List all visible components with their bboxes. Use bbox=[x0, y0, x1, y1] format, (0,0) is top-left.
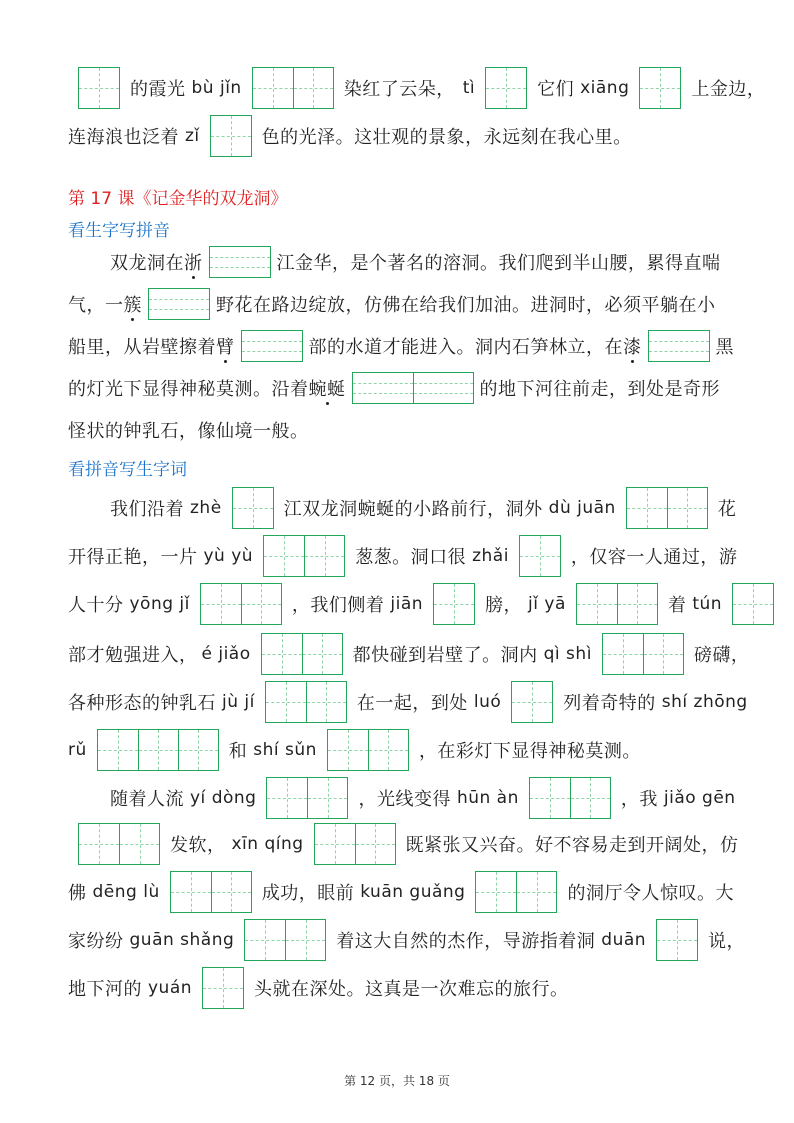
text: 花 bbox=[717, 499, 737, 520]
target-char: 漆 bbox=[623, 333, 642, 359]
char-box[interactable] bbox=[602, 633, 684, 675]
pinyin: duān bbox=[601, 930, 647, 950]
char-box[interactable] bbox=[519, 535, 561, 577]
s2-line-6 bbox=[68, 728, 641, 772]
pinyin: xiāng bbox=[580, 78, 630, 98]
s2-line-5 bbox=[68, 680, 748, 724]
text: 色的光泽。这壮观的景象，永远刻在我心里。 bbox=[261, 127, 632, 148]
char-box[interactable] bbox=[511, 681, 553, 723]
char-box[interactable] bbox=[656, 919, 698, 961]
text: 的洞厅令人惊叹。大 bbox=[567, 883, 734, 904]
char-box[interactable] bbox=[261, 633, 343, 675]
pinyin: yí dòng bbox=[190, 788, 257, 808]
char-box[interactable] bbox=[266, 777, 348, 819]
pinyin: xīn qíng bbox=[231, 834, 304, 854]
pinyin-box[interactable] bbox=[648, 330, 710, 362]
text: 各种形态的钟乳石 bbox=[68, 693, 216, 714]
char-box[interactable] bbox=[97, 729, 219, 771]
text: ，仅容一人通过，游 bbox=[570, 547, 738, 568]
text: 葱葱。洞口很 bbox=[355, 547, 467, 568]
pinyin: jù jí bbox=[222, 692, 255, 712]
text: 膀， bbox=[485, 595, 523, 616]
pinyin: yōng jǐ bbox=[129, 594, 190, 614]
text: 它们 bbox=[537, 79, 575, 100]
pinyin: shí zhōng bbox=[661, 692, 748, 712]
target-char: 臂 bbox=[216, 333, 235, 359]
text: 随着人流 bbox=[110, 789, 184, 810]
char-box[interactable] bbox=[433, 583, 475, 625]
pinyin: jiān bbox=[390, 594, 424, 614]
s2-line-3 bbox=[68, 582, 774, 626]
pinyin: tún bbox=[692, 594, 723, 614]
s2-line-1 bbox=[110, 486, 736, 530]
pinyin: yuán bbox=[148, 978, 193, 998]
pinyin: jǐ yā bbox=[528, 594, 566, 614]
char-box[interactable] bbox=[529, 777, 611, 819]
text: 成功，眼前 bbox=[261, 883, 355, 904]
s2-line-11 bbox=[68, 966, 569, 1010]
target-char: 浙 bbox=[184, 249, 203, 275]
text: 着这大自然的杰作，导游指着洞 bbox=[336, 931, 596, 952]
pinyin: zhǎi bbox=[472, 546, 509, 566]
text: 江金华，是个著名的溶洞。我们爬到半山腰，累得直喘 bbox=[276, 253, 721, 274]
pinyin: dēng lù bbox=[92, 882, 160, 902]
lesson-title: 第 17 课《记金华的双龙洞》 bbox=[68, 189, 288, 209]
s2-line-4 bbox=[68, 632, 749, 676]
s2-line-2 bbox=[68, 534, 737, 578]
pinyin: kuān guǎng bbox=[360, 882, 466, 902]
text: 黑 bbox=[715, 337, 734, 358]
text: 的灯光下显得神秘莫测。沿着 bbox=[68, 379, 309, 400]
target-char: 蜿蜒 bbox=[309, 375, 346, 401]
pinyin: zhè bbox=[190, 498, 222, 518]
top-line-2 bbox=[68, 114, 632, 158]
section-heading-1: 看生字写拼音 bbox=[68, 221, 170, 241]
text: 江双龙洞蜿蜒的小路前行，洞外 bbox=[283, 499, 543, 520]
text: 怪状的钟乳石，像仙境一般。 bbox=[68, 421, 309, 442]
text: 开得正艳，一片 bbox=[68, 547, 198, 568]
pinyin: bù jǐn bbox=[191, 78, 242, 98]
text: 部的水道才能进入。洞内石笋林立，在 bbox=[308, 337, 623, 358]
text: 在一起，到处 bbox=[356, 693, 468, 714]
page-footer: 第 12 页，共 18 页 bbox=[344, 1074, 450, 1088]
s2-line-10 bbox=[68, 918, 745, 962]
text: 着 bbox=[667, 595, 687, 616]
pinyin-box[interactable] bbox=[352, 372, 474, 404]
char-box[interactable] bbox=[314, 823, 396, 865]
text: 头就在深处。这真是一次难忘的旅行。 bbox=[254, 979, 569, 1000]
text: 说， bbox=[708, 931, 746, 952]
char-box[interactable] bbox=[78, 67, 120, 109]
text: ，我们侧着 bbox=[291, 595, 385, 616]
top-line-1 bbox=[68, 66, 765, 110]
text: 佛 bbox=[68, 883, 87, 904]
char-box[interactable] bbox=[626, 487, 708, 529]
target-char: 簇 bbox=[124, 291, 143, 317]
text: 人十分 bbox=[68, 595, 124, 616]
char-box[interactable] bbox=[78, 823, 160, 865]
pinyin: shí sǔn bbox=[253, 740, 317, 760]
text: 磅礴， bbox=[693, 645, 750, 666]
pinyin: luó bbox=[473, 692, 502, 712]
text: 野花在路边绽放，仿佛在给我们加油。进洞时，必须平躺在小 bbox=[216, 295, 716, 316]
pinyin: tì bbox=[462, 78, 476, 98]
pinyin: qì shì bbox=[543, 644, 592, 664]
pinyin: yù yù bbox=[203, 546, 254, 566]
text: 既紧张又兴奋。好不容易走到开阔处，仿 bbox=[405, 835, 739, 856]
pinyin-box[interactable] bbox=[241, 330, 303, 362]
char-box[interactable] bbox=[244, 919, 326, 961]
pinyin-box[interactable] bbox=[209, 246, 271, 278]
text: 染红了云朵， bbox=[343, 79, 455, 100]
char-box[interactable] bbox=[475, 871, 557, 913]
char-box[interactable] bbox=[265, 681, 347, 723]
text: 地下河的 bbox=[68, 979, 142, 1000]
char-box[interactable] bbox=[170, 871, 252, 913]
pinyin: hūn àn bbox=[456, 788, 519, 808]
char-box[interactable] bbox=[732, 583, 774, 625]
char-box[interactable] bbox=[327, 729, 409, 771]
char-box[interactable] bbox=[639, 67, 681, 109]
char-box[interactable] bbox=[252, 67, 334, 109]
pinyin: é jiǎo bbox=[201, 644, 251, 664]
text: 我们沿着 bbox=[110, 499, 184, 520]
s2-line-9 bbox=[68, 870, 734, 914]
pinyin: dù juān bbox=[548, 498, 616, 518]
s2-line-8 bbox=[68, 822, 739, 866]
s2-line-7 bbox=[110, 776, 736, 820]
s1-line-1 bbox=[110, 240, 721, 284]
text: 发软， bbox=[170, 835, 226, 856]
pinyin: rǔ bbox=[68, 740, 87, 760]
text: ，在彩灯下显得神秘莫测。 bbox=[418, 741, 641, 762]
char-box[interactable] bbox=[232, 487, 274, 529]
char-box[interactable] bbox=[263, 535, 345, 577]
section-heading-2: 看拼音写生字词 bbox=[68, 460, 187, 480]
text: 气，一 bbox=[68, 295, 124, 316]
text: 部才勉强进入， bbox=[68, 645, 198, 666]
char-box[interactable] bbox=[210, 115, 252, 157]
pinyin-box[interactable] bbox=[148, 288, 210, 320]
text: 上金边， bbox=[691, 79, 766, 100]
text: 船里，从岩壁擦着 bbox=[68, 337, 216, 358]
text: ，我 bbox=[620, 789, 658, 810]
char-box[interactable] bbox=[485, 67, 527, 109]
text: 的地下河往前走，到处是奇形 bbox=[479, 379, 720, 400]
text: 连海浪也泛着 bbox=[68, 127, 179, 148]
pinyin: guān shǎng bbox=[129, 930, 235, 950]
char-box[interactable] bbox=[576, 583, 658, 625]
s1-line-2 bbox=[68, 282, 716, 326]
text: 的霞光 bbox=[130, 79, 186, 100]
text: 列着奇特的 bbox=[563, 693, 656, 714]
text: 和 bbox=[228, 741, 248, 762]
char-box[interactable] bbox=[200, 583, 282, 625]
text: 都快碰到岩壁了。洞内 bbox=[352, 645, 538, 666]
pinyin: jiǎo gēn bbox=[663, 788, 736, 808]
text: 家纷纷 bbox=[68, 931, 124, 952]
text: 双龙洞在 bbox=[110, 253, 184, 274]
pinyin: zǐ bbox=[185, 126, 200, 146]
char-box[interactable] bbox=[202, 967, 244, 1009]
s1-line-5 bbox=[68, 408, 309, 452]
s1-line-3 bbox=[68, 324, 734, 368]
s1-line-4 bbox=[68, 366, 720, 410]
text: ，光线变得 bbox=[358, 789, 451, 810]
